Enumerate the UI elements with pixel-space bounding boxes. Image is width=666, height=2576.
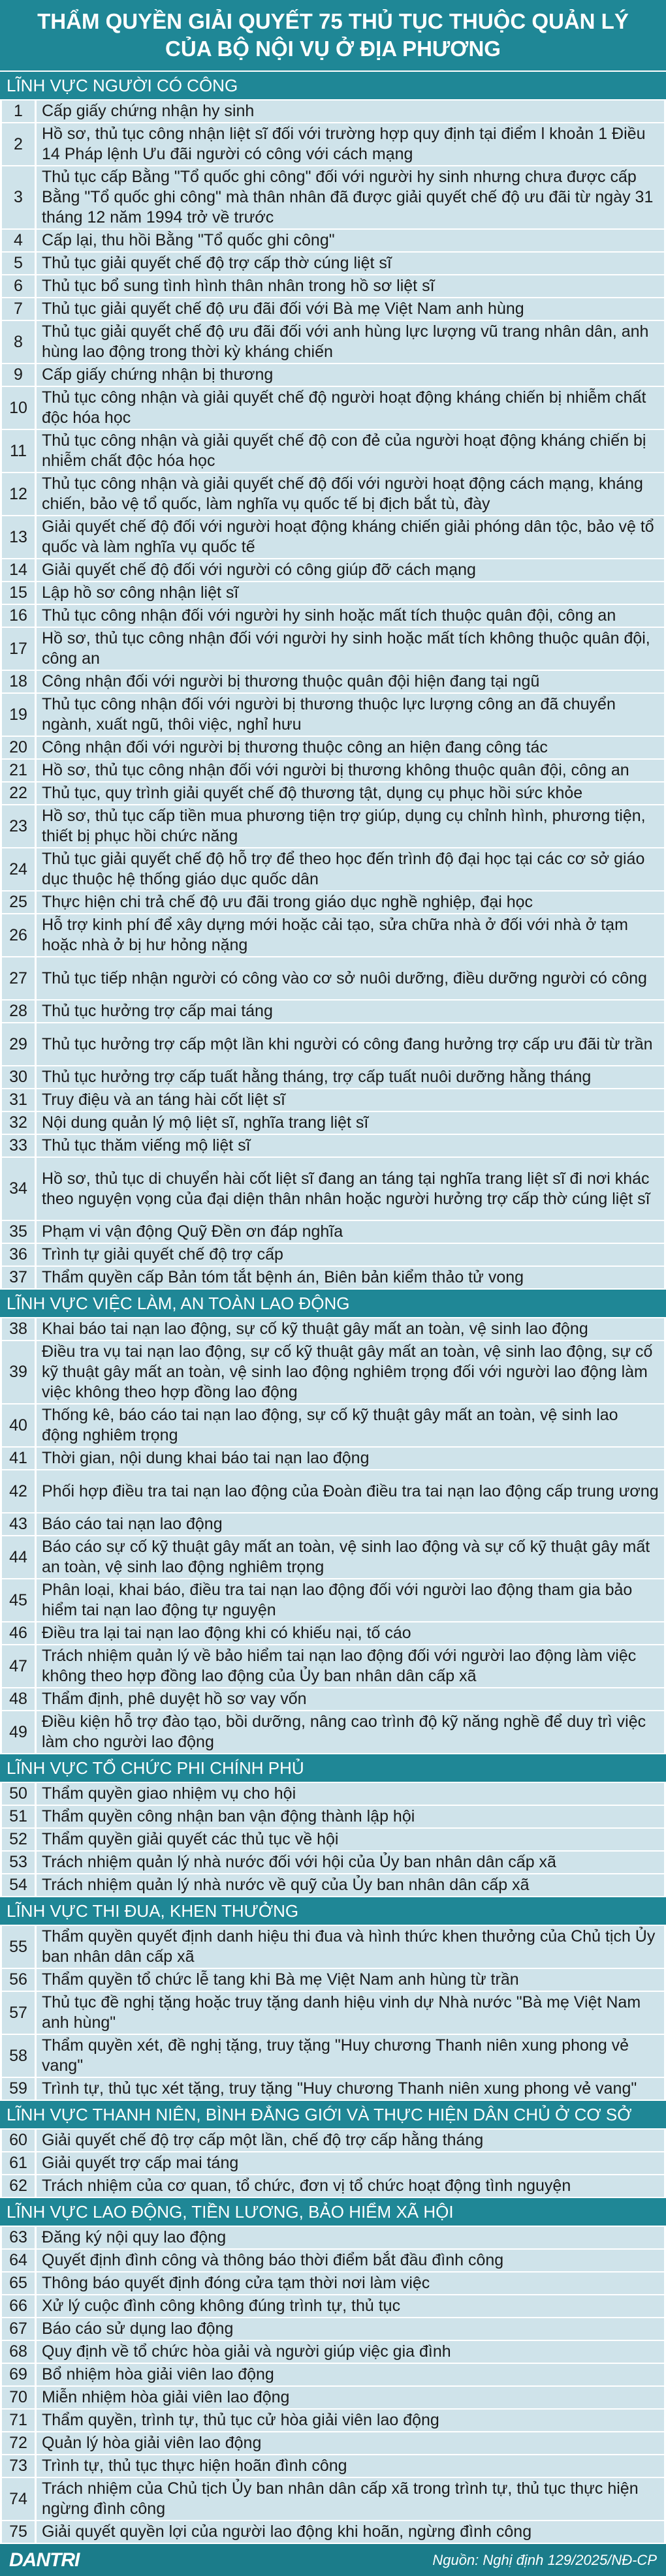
- table-row: [2, 429, 664, 472]
- table-row: [2, 1317, 664, 1340]
- row-number: 33: [2, 1135, 35, 1156]
- table-row: [2, 1088, 664, 1111]
- row-text: Hồ sơ, thủ tục công nhận liệt sĩ đối với trường hợp quy định tại điểm l khoản 1 Điều 14 Pháp lệnh Ưu đãi người có công với cách mạng: [37, 123, 664, 165]
- row-number: 22: [2, 783, 35, 804]
- row-number: 58: [2, 2035, 35, 2077]
- row-text: Trách nhiệm của Chủ tịch Ủy ban nhân dân cấp xã trong trình tự, thủ tục thực hiện ngừng đình công: [37, 2478, 664, 2520]
- row-number: 40: [2, 1404, 35, 1446]
- row-number: 49: [2, 1711, 35, 1753]
- table-row: [2, 228, 664, 251]
- row-number: 68: [2, 2341, 35, 2363]
- row-number: 16: [2, 605, 35, 627]
- row-number: 47: [2, 1645, 35, 1687]
- row-text: Trình tự, thủ tục xét tặng, truy tặng "Huy chương Thanh niên xung phong vẻ vang": [37, 2078, 664, 2100]
- table-row: [2, 1156, 664, 1220]
- table-row: [2, 2294, 664, 2317]
- row-text: Đăng ký nội quy lao động: [37, 2227, 664, 2248]
- row-text: Phối hợp điều tra tai nạn lao động của Đoàn điều tra tai nạn lao động cấp trung ương: [37, 1470, 664, 1512]
- row-text: Hồ sơ, thủ tục cấp tiền mua phương tiện trợ giúp, dụng cụ chỉnh hình, phương tiện, thiết bị phục hồi chức năng: [37, 805, 664, 847]
- row-text: Thủ tục công nhận và giải quyết chế độ con đẻ của người hoạt động kháng chiến bị nhiễm chất độc hóa học: [37, 430, 664, 472]
- row-number: 43: [2, 1513, 35, 1535]
- table-row: [2, 1850, 664, 1873]
- table-row: [2, 2454, 664, 2477]
- row-number: 30: [2, 1066, 35, 1088]
- row-number: 26: [2, 914, 35, 956]
- table-row: [2, 913, 664, 956]
- row-text: Quyết định đình công và thông báo thời điểm bắt đầu đình công: [37, 2250, 664, 2271]
- row-text: Thủ tục công nhận và giải quyết chế độ người hoạt động kháng chiến bị nhiễm chất độc hóa học: [37, 387, 664, 429]
- table-row: [2, 1340, 664, 1403]
- row-text: Quy định về tổ chức hòa giải và người giúp việc gia đình: [37, 2341, 664, 2363]
- section-heading: LĨNH VỰC NGƯỜI CÓ CÔNG: [0, 70, 666, 99]
- table-row: [2, 1805, 664, 1827]
- row-number: 5: [2, 253, 35, 274]
- row-number: 34: [2, 1158, 35, 1220]
- table-row: [2, 956, 664, 999]
- row-number: 57: [2, 1992, 35, 2034]
- row-number: 29: [2, 1023, 35, 1065]
- table-row: [2, 736, 664, 758]
- row-text: Thủ tục thăm viếng mộ liệt sĩ: [37, 1135, 664, 1156]
- row-text: Thẩm quyền giao nhiệm vụ cho hội: [37, 1783, 664, 1805]
- table-row: [2, 1873, 664, 1896]
- row-number: 54: [2, 1874, 35, 1896]
- procedures-table: [0, 70, 666, 2543]
- table-row: [2, 2520, 664, 2543]
- page-title: [0, 0, 666, 70]
- row-number: 51: [2, 1806, 35, 1827]
- row-text: Khai báo tai nạn lao động, sự cố kỹ thuật gây mất an toàn, vệ sinh lao động: [37, 1318, 664, 1340]
- row-number: 23: [2, 805, 35, 847]
- row-number: 53: [2, 1852, 35, 1873]
- row-text: Truy điệu và an táng hài cốt liệt sĩ: [37, 1089, 664, 1111]
- row-text: Thẩm quyền quyết định danh hiệu thi đua và hình thức khen thưởng của Chủ tịch Ủy ban nhân dân cấp xã: [37, 1926, 664, 1968]
- row-text: Thống kê, báo cáo tai nạn lao động, sự cố kỹ thuật gây mất an toàn, vệ sinh lao động nghiêm trọng: [37, 1404, 664, 1446]
- row-number: 12: [2, 473, 35, 515]
- row-text: Trách nhiệm quản lý nhà nước đối với hội của Ủy ban nhân dân cấp xã: [37, 1852, 664, 1873]
- table-row: [2, 2431, 664, 2454]
- table-row: [2, 2271, 664, 2294]
- table-row: [2, 1111, 664, 1134]
- row-text: Thông báo quyết định đóng cửa tạm thời nơi làm việc: [37, 2273, 664, 2294]
- row-number: 11: [2, 430, 35, 472]
- table-row: [2, 2174, 664, 2197]
- row-number: 13: [2, 516, 35, 558]
- row-text: Thời gian, nội dung khai báo tai nạn lao động: [37, 1448, 664, 1469]
- table-row: [2, 604, 664, 627]
- row-number: 27: [2, 957, 35, 999]
- table-row: [2, 363, 664, 386]
- row-text: Thủ tục tiếp nhận người có công vào cơ sở nuôi dưỡng, điều dưỡng người có công: [37, 957, 664, 999]
- row-number: 48: [2, 1688, 35, 1710]
- row-text: Thẩm quyền công nhận ban vận động thành lập hội: [37, 1806, 664, 1827]
- section-heading: LĨNH VỰC VIỆC LÀM, AN TOÀN LAO ĐỘNG: [0, 1288, 666, 1317]
- row-text: Trình tự, thủ tục thực hiện hoãn đình công: [37, 2455, 664, 2477]
- row-number: 6: [2, 275, 35, 297]
- row-number: 62: [2, 2175, 35, 2197]
- section-heading: LĨNH VỰC THI ĐUA, KHEN THƯỞNG: [0, 1896, 666, 1925]
- row-text: Giải quyết trợ cấp mai táng: [37, 2152, 664, 2174]
- row-text: Nội dung quản lý mộ liệt sĩ, nghĩa trang liệt sĩ: [37, 1112, 664, 1134]
- title-line-2: CỦA BỘ NỘI VỤ Ở ĐỊA PHƯƠNG: [165, 37, 501, 61]
- row-text: Cấp lại, thu hồi Bằng "Tổ quốc ghi công": [37, 230, 664, 251]
- row-text: Công nhận đối với người bị thương thuộc công an hiện đang công tác: [37, 737, 664, 758]
- row-text: Xử lý cuộc đình công không đúng trình tự, thủ tục: [37, 2295, 664, 2317]
- source-note: Nguồn: Nghị định 129/2025/NĐ-CP: [432, 2551, 657, 2568]
- row-number: 70: [2, 2387, 35, 2408]
- table-row: [2, 2385, 664, 2408]
- table-row: [2, 1512, 664, 1535]
- row-text: Thủ tục giải quyết chế độ hỗ trợ để theo học đến trình độ đại học tại các cơ sở giáo dục thuộc hệ thống giáo dục quốc dân: [37, 848, 664, 890]
- row-text: Lập hồ sơ công nhận liệt sĩ: [37, 582, 664, 604]
- table-row: [2, 1446, 664, 1469]
- row-number: 28: [2, 1001, 35, 1022]
- footer-bar: [0, 2543, 666, 2576]
- row-number: 25: [2, 892, 35, 913]
- row-number: 44: [2, 1536, 35, 1578]
- table-row: [2, 1621, 664, 1644]
- row-number: 73: [2, 2455, 35, 2477]
- row-text: Thủ tục hưởng trợ cấp tuất hằng tháng, trợ cấp tuất nuôi dưỡng hằng tháng: [37, 1066, 664, 1088]
- table-row: [2, 2477, 664, 2520]
- row-text: Thẩm định, phê duyệt hồ sơ vay vốn: [37, 1688, 664, 1710]
- row-number: 64: [2, 2250, 35, 2271]
- table-row: [2, 386, 664, 429]
- table-row: [2, 781, 664, 804]
- row-text: Báo cáo sử dụng lao động: [37, 2318, 664, 2340]
- row-text: Hồ sơ, thủ tục di chuyển hài cốt liệt sĩ đang an táng tại nghĩa trang liệt sĩ đi nơi khác theo nguyện vọng của đại diện thân nhân hoặc người hưởng trợ cấp thờ cúng liệt sĩ: [37, 1158, 664, 1220]
- table-row: [2, 581, 664, 604]
- table-row: [2, 1535, 664, 1578]
- table-row: [2, 692, 664, 736]
- table-row: [2, 1968, 664, 1991]
- table-row: [2, 758, 664, 781]
- row-text: Giải quyết quyền lợi của người lao động khi hoãn, ngừng đình công: [37, 2521, 664, 2543]
- table-row: [2, 472, 664, 515]
- row-text: Trách nhiệm quản lý nhà nước về quỹ của Ủy ban nhân dân cấp xã: [37, 1874, 664, 1896]
- table-row: [2, 165, 664, 228]
- row-text: Quản lý hòa giải viên lao động: [37, 2432, 664, 2454]
- table-row: [2, 804, 664, 847]
- row-number: 14: [2, 559, 35, 581]
- row-number: 3: [2, 166, 35, 228]
- row-text: Giải quyết chế độ trợ cấp một lần, chế độ trợ cấp hằng tháng: [37, 2130, 664, 2151]
- section-heading: LĨNH VỰC TỔ CHỨC PHI CHÍNH PHỦ: [0, 1753, 666, 1782]
- row-text: Thủ tục công nhận đối với người hy sinh hoặc mất tích thuộc quân đội, công an: [37, 605, 664, 627]
- row-text: Thủ tục, quy trình giải quyết chế độ thương tật, dụng cụ phục hồi sức khỏe: [37, 783, 664, 804]
- row-text: Hỗ trợ kinh phí để xây dựng mới hoặc cải tạo, sửa chữa nhà ở đối với nhà ở tạm hoặc nhà ở bị hư hỏng nặng: [37, 914, 664, 956]
- row-text: Thẩm quyền tổ chức lễ tang khi Bà mẹ Việt Nam anh hùng từ trần: [37, 1969, 664, 1991]
- table-row: [2, 1644, 664, 1687]
- row-number: 71: [2, 2410, 35, 2431]
- table-row: [2, 627, 664, 670]
- row-number: 55: [2, 1926, 35, 1968]
- dantri-logo: DANTRI: [9, 2549, 80, 2571]
- row-text: Miễn nhiệm hòa giải viên lao động: [37, 2387, 664, 2408]
- table-row: [2, 274, 664, 297]
- row-number: 21: [2, 760, 35, 781]
- row-text: Thủ tục giải quyết chế độ trợ cấp thờ cúng liệt sĩ: [37, 253, 664, 274]
- row-text: Thẩm quyền xét, đề nghị tặng, truy tặng "Huy chương Thanh niên xung phong vẻ vang": [37, 2035, 664, 2077]
- row-number: 17: [2, 628, 35, 670]
- table-row: [2, 1022, 664, 1065]
- row-text: Phạm vi vận động Quỹ Đền ơn đáp nghĩa: [37, 1221, 664, 1243]
- row-number: 52: [2, 1829, 35, 1850]
- row-text: Thủ tục giải quyết chế độ ưu đãi đối với anh hùng lực lượng vũ trang nhân dân, anh hùng lao động trong thời kỳ kháng chiến: [37, 321, 664, 363]
- row-number: 9: [2, 364, 35, 386]
- row-number: 42: [2, 1470, 35, 1512]
- row-number: 75: [2, 2521, 35, 2543]
- row-number: 24: [2, 848, 35, 890]
- row-text: Thủ tục công nhận và giải quyết chế độ đối với người hoạt động cách mạng, kháng chiến, bảo vệ tổ quốc, làm nghĩa vụ quốc tế bị địch bắt tù, đày: [37, 473, 664, 515]
- row-text: Điều kiện hỗ trợ đào tạo, bồi dưỡng, nâng cao trình độ kỹ năng nghề để duy trì việc làm cho người lao động: [37, 1711, 664, 1753]
- table-row: [2, 1782, 664, 1805]
- row-text: Thủ tục bổ sung tình hình thân nhân trong hồ sơ liệt sĩ: [37, 275, 664, 297]
- row-number: 1: [2, 101, 35, 122]
- row-text: Hồ sơ, thủ tục công nhận đối với người bị thương không thuộc quân đội, công an: [37, 760, 664, 781]
- table-row: [2, 1220, 664, 1243]
- row-text: Thủ tục giải quyết chế độ ưu đãi đối với Bà mẹ Việt Nam anh hùng: [37, 298, 664, 320]
- row-number: 59: [2, 2078, 35, 2100]
- table-row: [2, 2248, 664, 2271]
- table-row: [2, 1991, 664, 2034]
- row-text: Trách nhiệm của cơ quan, tổ chức, đơn vị tổ chức hoạt động tình nguyện: [37, 2175, 664, 2197]
- row-text: Trách nhiệm quản lý về bảo hiểm tai nạn lao động đối với người lao động làm việc không theo hợp đồng lao động của Ủy ban nhân dân cấp xã: [37, 1645, 664, 1687]
- row-text: Hồ sơ, thủ tục công nhận đối với người hy sinh hoặc mất tích không thuộc quân đội, công an: [37, 628, 664, 670]
- row-number: 66: [2, 2295, 35, 2317]
- row-number: 39: [2, 1341, 35, 1403]
- table-row: [2, 515, 664, 558]
- table-row: [2, 251, 664, 274]
- row-number: 72: [2, 2432, 35, 2454]
- row-number: 38: [2, 1318, 35, 1340]
- table-row: [2, 1925, 664, 1968]
- section-heading: LĨNH VỰC THANH NIÊN, BÌNH ĐẲNG GIỚI VÀ THỰC HIỆN DÂN CHỦ Ở CƠ SỞ: [0, 2100, 666, 2128]
- table-row: [2, 2317, 664, 2340]
- table-row: [2, 1265, 664, 1288]
- table-row: [2, 297, 664, 320]
- row-number: 35: [2, 1221, 35, 1243]
- row-number: 60: [2, 2130, 35, 2151]
- table-row: [2, 1065, 664, 1088]
- row-number: 7: [2, 298, 35, 320]
- row-number: 65: [2, 2273, 35, 2294]
- row-number: 31: [2, 1089, 35, 1111]
- row-number: 4: [2, 230, 35, 251]
- table-row: [2, 2034, 664, 2077]
- row-text: Điều tra lại tai nạn lao động khi có khiếu nại, tố cáo: [37, 1622, 664, 1644]
- table-row: [2, 670, 664, 692]
- table-row: [2, 99, 664, 122]
- table-row: [2, 2340, 664, 2363]
- table-row: [2, 1134, 664, 1156]
- row-text: Phân loại, khai báo, điều tra tai nạn lao động đối với người lao động tham gia bảo hiểm tai nạn lao động tự nguyện: [37, 1579, 664, 1621]
- row-text: Giải quyết chế độ đối với người có công giúp đỡ cách mạng: [37, 559, 664, 581]
- row-number: 63: [2, 2227, 35, 2248]
- table-row: [2, 2151, 664, 2174]
- row-text: Bổ nhiệm hòa giải viên lao động: [37, 2364, 664, 2385]
- row-text: Thẩm quyền giải quyết các thủ tục về hội: [37, 1829, 664, 1850]
- row-number: 37: [2, 1267, 35, 1288]
- row-text: Báo cáo sự cố kỹ thuật gây mất an toàn, vệ sinh lao động và sự cố kỹ thuật gây mất an toàn, vệ sinh lao động nghiêm trọng: [37, 1536, 664, 1578]
- table-row: [2, 1403, 664, 1446]
- table-row: [2, 999, 664, 1022]
- table-row: [2, 847, 664, 890]
- row-number: 74: [2, 2478, 35, 2520]
- row-number: 32: [2, 1112, 35, 1134]
- section-heading: LĨNH VỰC LAO ĐỘNG, TIỀN LƯƠNG, BẢO HIỂM XÃ HỘI: [0, 2197, 666, 2226]
- row-number: 69: [2, 2364, 35, 2385]
- table-row: [2, 1687, 664, 1710]
- row-text: Thẩm quyền cấp Bản tóm tắt bệnh án, Biên bản kiểm thảo tử vong: [37, 1267, 664, 1288]
- table-row: [2, 2077, 664, 2100]
- table-row: [2, 2363, 664, 2385]
- table-row: [2, 122, 664, 165]
- table-row: [2, 2128, 664, 2151]
- row-number: 2: [2, 123, 35, 165]
- row-number: 15: [2, 582, 35, 604]
- row-number: 20: [2, 737, 35, 758]
- row-number: 67: [2, 2318, 35, 2340]
- row-number: 56: [2, 1969, 35, 1991]
- table-row: [2, 2408, 664, 2431]
- row-text: Báo cáo tai nạn lao động: [37, 1513, 664, 1535]
- row-text: Thủ tục hưởng trợ cấp mai táng: [37, 1001, 664, 1022]
- row-number: 10: [2, 387, 35, 429]
- row-text: Thẩm quyền, trình tự, thủ tục cử hòa giải viên lao động: [37, 2410, 664, 2431]
- row-number: 8: [2, 321, 35, 363]
- row-number: 19: [2, 694, 35, 736]
- row-text: Thủ tục đề nghị tặng hoặc truy tặng danh hiệu vinh dự Nhà nước "Bà mẹ Việt Nam anh hùng": [37, 1992, 664, 2034]
- table-row: [2, 1469, 664, 1512]
- row-number: 46: [2, 1622, 35, 1644]
- row-number: 41: [2, 1448, 35, 1469]
- row-text: Thực hiện chi trả chế độ ưu đãi trong giáo dục nghề nghiệp, đại học: [37, 892, 664, 913]
- table-row: [2, 558, 664, 581]
- row-number: 36: [2, 1244, 35, 1265]
- row-text: Giải quyết chế độ đối với người hoạt động kháng chiến giải phóng dân tộc, bảo vệ tổ quốc và làm nghĩa vụ quốc tế: [37, 516, 664, 558]
- row-number: 18: [2, 671, 35, 692]
- row-number: 61: [2, 2152, 35, 2174]
- row-text: Thủ tục công nhận đối với người bị thương thuộc lực lượng công an đã chuyển ngành, xuất ngũ, thôi việc, nghỉ hưu: [37, 694, 664, 736]
- table-row: [2, 890, 664, 913]
- title-line-1: THẨM QUYỀN GIẢI QUYẾT 75 THỦ TỤC THUỘC QUẢN LÝ: [37, 9, 629, 33]
- table-row: [2, 1578, 664, 1621]
- row-text: Trình tự giải quyết chế độ trợ cấp: [37, 1244, 664, 1265]
- row-text: Cấp giấy chứng nhận bị thương: [37, 364, 664, 386]
- row-text: Thủ tục cấp Bằng "Tổ quốc ghi công" đối với người hy sinh nhưng chưa được cấp Bằng "Tổ quốc ghi công" mà thân nhân đã được giải quyết chế độ ưu đãi từ ngày 31 tháng 12 năm 1994 trở về trước: [37, 166, 664, 228]
- table-row: [2, 320, 664, 363]
- row-text: Điều tra vụ tai nạn lao động, sự cố kỹ thuật gây mất an toàn, vệ sinh lao động, sự cố kỹ thuật gây mất an toàn, vệ sinh lao động nghiêm trọng đối với người lao động làm việc không theo hợp đồng lao động: [37, 1341, 664, 1403]
- row-text: Cấp giấy chứng nhận hy sinh: [37, 101, 664, 122]
- row-text: Công nhận đối với người bị thương thuộc quân đội hiện đang tại ngũ: [37, 671, 664, 692]
- table-row: [2, 1710, 664, 1753]
- row-number: 45: [2, 1579, 35, 1621]
- table-row: [2, 1827, 664, 1850]
- table-row: [2, 2226, 664, 2248]
- row-number: 50: [2, 1783, 35, 1805]
- table-row: [2, 1243, 664, 1265]
- row-text: Thủ tục hưởng trợ cấp một lần khi người có công đang hưởng trợ cấp ưu đãi từ trần: [37, 1023, 664, 1065]
